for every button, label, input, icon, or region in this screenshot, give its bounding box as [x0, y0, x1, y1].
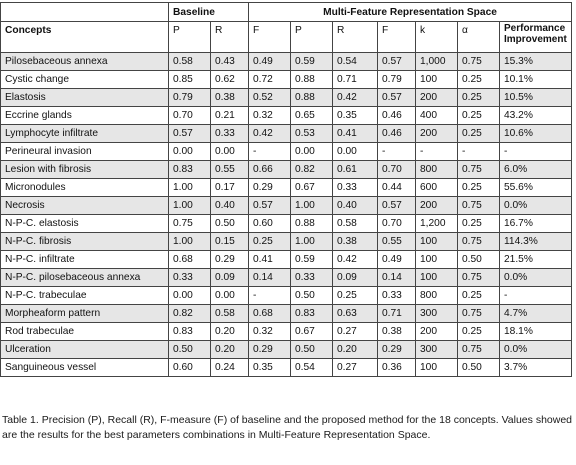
value-cell: 0.38	[333, 233, 378, 251]
concept-cell: N-P-C. trabeculae	[1, 287, 169, 305]
value-cell: 1.00	[291, 197, 333, 215]
value-cell: 0.50	[169, 341, 211, 359]
value-cell: 16.7%	[500, 215, 572, 233]
col-header-alpha: α	[458, 22, 500, 53]
value-cell: 100	[416, 233, 458, 251]
value-cell: 0.00	[211, 287, 249, 305]
value-cell: 0.44	[378, 179, 416, 197]
table-row	[1, 89, 572, 107]
value-cell: 0.20	[333, 341, 378, 359]
value-cell: 0.70	[378, 215, 416, 233]
value-cell: 0.00	[211, 143, 249, 161]
table-row	[1, 53, 572, 71]
col-header-mfrs-f: F	[249, 22, 291, 53]
value-cell: 0.88	[291, 71, 333, 89]
col-header-k: k	[416, 22, 458, 53]
value-cell: 0.67	[291, 323, 333, 341]
value-cell: 0.82	[169, 305, 211, 323]
value-cell: 0.32	[249, 107, 291, 125]
value-cell: 0.71	[378, 305, 416, 323]
value-cell: 200	[416, 125, 458, 143]
value-cell: 0.75	[458, 197, 500, 215]
value-cell: 0.14	[249, 269, 291, 287]
value-cell: 0.42	[333, 89, 378, 107]
value-cell: 1,000	[416, 53, 458, 71]
value-cell: 0.00	[169, 287, 211, 305]
value-cell: 0.55	[378, 233, 416, 251]
concept-cell: N-P-C. elastosis	[1, 215, 169, 233]
value-cell: 0.25	[458, 71, 500, 89]
table-row	[1, 251, 572, 269]
value-cell: 0.25	[458, 323, 500, 341]
value-cell: 0.25	[458, 287, 500, 305]
concept-cell: N-P-C. pilosebaceous annexa	[1, 269, 169, 287]
value-cell: 43.2%	[500, 107, 572, 125]
value-cell: 0.83	[169, 323, 211, 341]
value-cell: 0.33	[169, 269, 211, 287]
table-column-header-row	[1, 22, 572, 53]
value-cell: 0.38	[378, 323, 416, 341]
value-cell: 0.75	[458, 341, 500, 359]
table-caption: Table 1. Precision (P), Recall (R), F-measure (F) of baseline and the proposed method for the 18 concepts. Values showed are the results for the best parameters combinations in Multi-Feature Representation Space.	[2, 414, 573, 441]
table-row	[1, 143, 572, 161]
value-cell: 0.38	[211, 89, 249, 107]
value-cell: 0.79	[169, 89, 211, 107]
value-cell: 0.46	[378, 107, 416, 125]
concept-cell: Sanguineous vessel	[1, 359, 169, 377]
value-cell: 0.33	[378, 287, 416, 305]
value-cell: -	[458, 143, 500, 161]
value-cell: 0.0%	[500, 197, 572, 215]
value-cell: 0.35	[249, 359, 291, 377]
value-cell: 0.75	[169, 215, 211, 233]
value-cell: -	[500, 143, 572, 161]
value-cell: 0.0%	[500, 269, 572, 287]
value-cell: -	[378, 143, 416, 161]
value-cell: 0.57	[249, 197, 291, 215]
value-cell: 15.3%	[500, 53, 572, 71]
value-cell: 0.09	[333, 269, 378, 287]
value-cell: 0.57	[378, 53, 416, 71]
value-cell: 0.0%	[500, 341, 572, 359]
value-cell: 0.27	[333, 323, 378, 341]
value-cell: 100	[416, 359, 458, 377]
value-cell: 0.49	[378, 251, 416, 269]
concept-cell: Pilosebaceous annexa	[1, 53, 169, 71]
value-cell: 200	[416, 89, 458, 107]
value-cell: 0.66	[249, 161, 291, 179]
value-cell: 0.20	[211, 323, 249, 341]
value-cell: 100	[416, 269, 458, 287]
table-body	[1, 53, 572, 377]
value-cell: 600	[416, 179, 458, 197]
value-cell: 114.3%	[500, 233, 572, 251]
table-row	[1, 107, 572, 125]
value-cell: 1.00	[169, 179, 211, 197]
value-cell: 0.65	[291, 107, 333, 125]
value-cell: 200	[416, 197, 458, 215]
value-cell: 0.82	[291, 161, 333, 179]
col-header-baseline-p: P	[169, 22, 211, 53]
value-cell: 0.40	[211, 197, 249, 215]
value-cell: 10.1%	[500, 71, 572, 89]
value-cell: 0.29	[211, 251, 249, 269]
value-cell: 0.09	[211, 269, 249, 287]
value-cell: 0.50	[211, 215, 249, 233]
value-cell: 1.00	[169, 197, 211, 215]
table-row	[1, 323, 572, 341]
value-cell: 0.50	[458, 251, 500, 269]
group-header-baseline: Baseline	[169, 3, 249, 22]
value-cell: 0.25	[458, 179, 500, 197]
value-cell: 1.00	[169, 233, 211, 251]
value-cell: 0.43	[211, 53, 249, 71]
value-cell: 0.17	[211, 179, 249, 197]
value-cell: 0.53	[291, 125, 333, 143]
value-cell: 0.71	[333, 71, 378, 89]
value-cell: 0.33	[211, 125, 249, 143]
value-cell: -	[416, 143, 458, 161]
concept-cell: Rod trabeculae	[1, 323, 169, 341]
value-cell: 0.00	[169, 143, 211, 161]
value-cell: 0.58	[169, 53, 211, 71]
value-cell: 0.75	[458, 305, 500, 323]
concept-cell: Perineural invasion	[1, 143, 169, 161]
value-cell: 0.70	[378, 161, 416, 179]
value-cell: 0.75	[458, 53, 500, 71]
value-cell: 0.41	[249, 251, 291, 269]
table-row	[1, 233, 572, 251]
value-cell: 0.14	[378, 269, 416, 287]
table-row	[1, 179, 572, 197]
value-cell: 0.60	[169, 359, 211, 377]
value-cell: 0.50	[291, 341, 333, 359]
value-cell: 0.59	[291, 251, 333, 269]
concept-cell: Elastosis	[1, 89, 169, 107]
value-cell: 0.40	[333, 197, 378, 215]
value-cell: 0.00	[291, 143, 333, 161]
value-cell: 18.1%	[500, 323, 572, 341]
value-cell: 0.50	[458, 359, 500, 377]
value-cell: 0.88	[291, 215, 333, 233]
value-cell: -	[249, 287, 291, 305]
value-cell: 0.68	[249, 305, 291, 323]
value-cell: 0.58	[333, 215, 378, 233]
value-cell: 0.25	[458, 89, 500, 107]
value-cell: 4.7%	[500, 305, 572, 323]
value-cell: 0.29	[378, 341, 416, 359]
value-cell: 1,200	[416, 215, 458, 233]
value-cell: 6.0%	[500, 161, 572, 179]
value-cell: 10.6%	[500, 125, 572, 143]
value-cell: 0.61	[333, 161, 378, 179]
col-header-concepts: Concepts	[1, 22, 169, 53]
concept-cell: Eccrine glands	[1, 107, 169, 125]
concept-cell: N-P-C. infiltrate	[1, 251, 169, 269]
table-row	[1, 161, 572, 179]
value-cell: -	[500, 287, 572, 305]
value-cell: 0.27	[333, 359, 378, 377]
value-cell: 0.70	[169, 107, 211, 125]
value-cell: 0.88	[291, 89, 333, 107]
table-row	[1, 359, 572, 377]
value-cell: 0.57	[378, 89, 416, 107]
concept-cell: Cystic change	[1, 71, 169, 89]
value-cell: 0.75	[458, 233, 500, 251]
value-cell: 0.54	[291, 359, 333, 377]
table-group-header-row	[1, 3, 572, 22]
table-row	[1, 125, 572, 143]
value-cell: 0.32	[249, 323, 291, 341]
value-cell: 3.7%	[500, 359, 572, 377]
value-cell: 0.57	[169, 125, 211, 143]
value-cell: 0.29	[249, 341, 291, 359]
col-header-mfrs-r: R	[333, 22, 378, 53]
value-cell: 10.5%	[500, 89, 572, 107]
value-cell: 0.54	[333, 53, 378, 71]
value-cell: 0.25	[333, 287, 378, 305]
value-cell: 0.75	[458, 161, 500, 179]
value-cell: 0.46	[378, 125, 416, 143]
value-cell: 0.33	[291, 269, 333, 287]
value-cell: 0.72	[249, 71, 291, 89]
value-cell: 0.36	[378, 359, 416, 377]
value-cell: 0.55	[211, 161, 249, 179]
value-cell: 21.5%	[500, 251, 572, 269]
value-cell: 300	[416, 341, 458, 359]
value-cell: 0.25	[249, 233, 291, 251]
col-header-mfrs-f2: F	[378, 22, 416, 53]
value-cell: 0.35	[333, 107, 378, 125]
value-cell: 0.29	[249, 179, 291, 197]
value-cell: 800	[416, 161, 458, 179]
value-cell: 0.79	[378, 71, 416, 89]
value-cell: 0.63	[333, 305, 378, 323]
concept-cell: Lymphocyte infiltrate	[1, 125, 169, 143]
table-row	[1, 197, 572, 215]
col-header-mfrs-p: P	[291, 22, 333, 53]
value-cell: 0.50	[291, 287, 333, 305]
table-corner-cell	[1, 3, 169, 22]
table-row	[1, 269, 572, 287]
value-cell: 0.25	[458, 107, 500, 125]
concept-cell: N-P-C. fibrosis	[1, 233, 169, 251]
value-cell: 800	[416, 287, 458, 305]
value-cell: 0.33	[333, 179, 378, 197]
concept-cell: Lesion with fibrosis	[1, 161, 169, 179]
value-cell: -	[249, 143, 291, 161]
value-cell: 1.00	[291, 233, 333, 251]
value-cell: 0.41	[333, 125, 378, 143]
concept-cell: Ulceration	[1, 341, 169, 359]
table-row	[1, 287, 572, 305]
table-row	[1, 305, 572, 323]
table-row	[1, 71, 572, 89]
value-cell: 0.60	[249, 215, 291, 233]
value-cell: 0.49	[249, 53, 291, 71]
value-cell: 0.57	[378, 197, 416, 215]
value-cell: 0.15	[211, 233, 249, 251]
results-table	[0, 2, 572, 377]
value-cell: 0.42	[333, 251, 378, 269]
value-cell: 200	[416, 323, 458, 341]
col-header-baseline-r: R	[211, 22, 249, 53]
col-header-performance-improvement: Performance Improvement	[500, 22, 572, 53]
value-cell: 0.68	[169, 251, 211, 269]
value-cell: 0.25	[458, 215, 500, 233]
value-cell: 100	[416, 71, 458, 89]
value-cell: 0.00	[333, 143, 378, 161]
value-cell: 0.21	[211, 107, 249, 125]
group-header-mfrs: Multi-Feature Representation Space	[249, 3, 572, 22]
table-row	[1, 341, 572, 359]
value-cell: 55.6%	[500, 179, 572, 197]
value-cell: 0.62	[211, 71, 249, 89]
value-cell: 300	[416, 305, 458, 323]
value-cell: 0.52	[249, 89, 291, 107]
concept-cell: Morpheaform pattern	[1, 305, 169, 323]
value-cell: 0.83	[169, 161, 211, 179]
value-cell: 0.42	[249, 125, 291, 143]
value-cell: 400	[416, 107, 458, 125]
value-cell: 0.85	[169, 71, 211, 89]
table-row	[1, 215, 572, 233]
value-cell: 100	[416, 251, 458, 269]
value-cell: 0.83	[291, 305, 333, 323]
value-cell: 0.67	[291, 179, 333, 197]
value-cell: 0.24	[211, 359, 249, 377]
value-cell: 0.75	[458, 269, 500, 287]
concept-cell: Micronodules	[1, 179, 169, 197]
value-cell: 0.25	[458, 125, 500, 143]
value-cell: 0.59	[291, 53, 333, 71]
concept-cell: Necrosis	[1, 197, 169, 215]
value-cell: 0.58	[211, 305, 249, 323]
value-cell: 0.20	[211, 341, 249, 359]
